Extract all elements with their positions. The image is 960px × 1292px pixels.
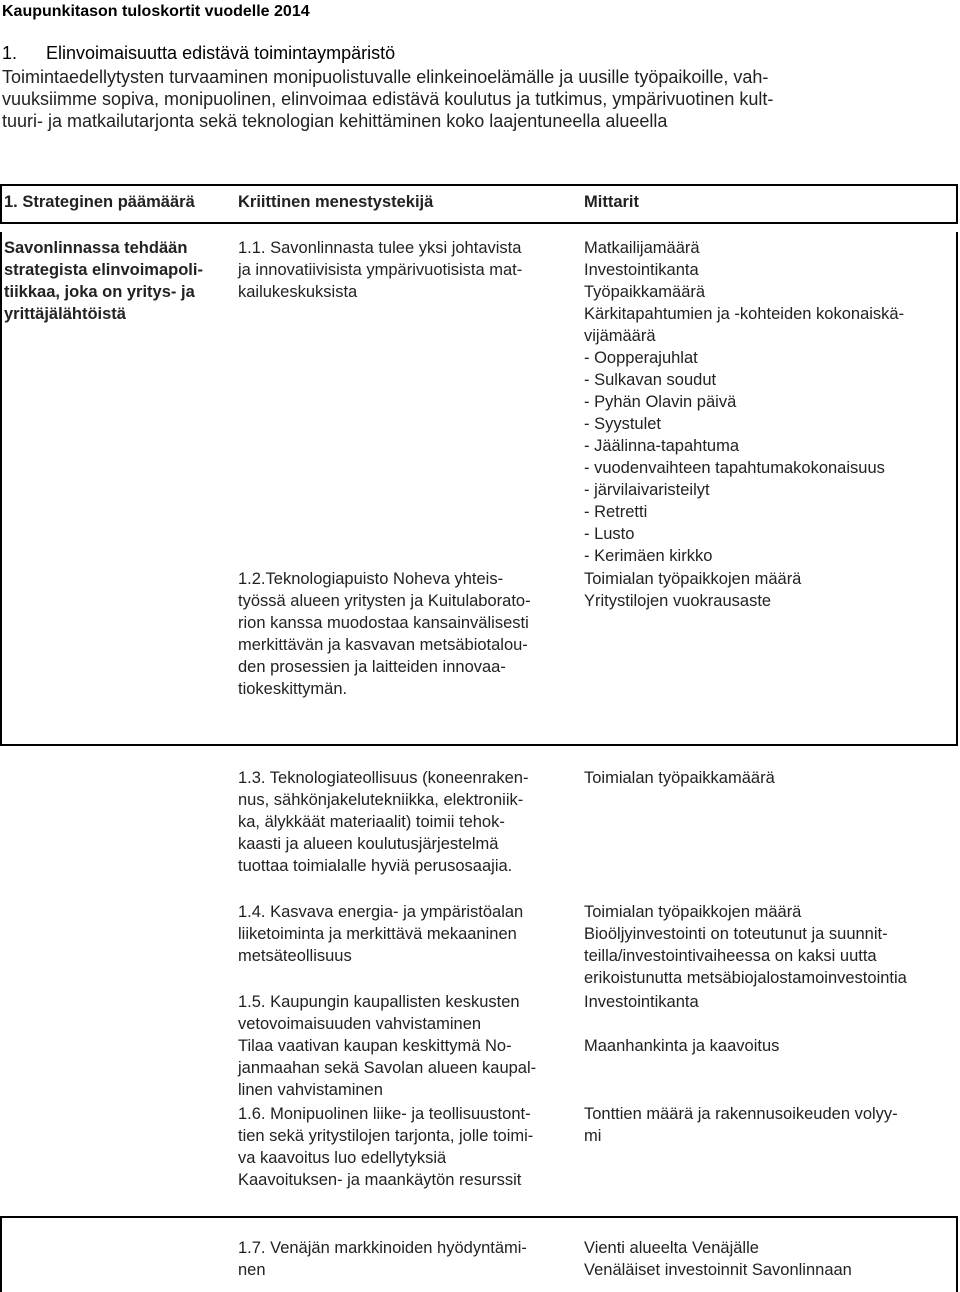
table-border-right: [956, 184, 958, 224]
metrics-1-5-b: Maanhankinta ja kaavoitus: [584, 1037, 780, 1055]
header-strategic-goal: 1. Strateginen päämäärä: [4, 193, 195, 211]
table-border-page1-bottom: [0, 744, 958, 746]
metrics-1-6: Tonttien määrä ja rakennusoikeuden volyy- mi: [584, 1105, 898, 1145]
metrics-1-4: Toimialan työpaikkojen määrä Bioöljyinvestointi on toteutunut ja suunnit- teilla/investointivaiheessa on kaksi uutta erikoistunutta metsäbiojalostamoinvestointia: [584, 903, 907, 987]
metrics-1-1: Matkailijamäärä Investointikanta Työpaikkamäärä Kärkitapahtumien ja -kohteiden kokonaiskä- vijämäärä - Oopperajuhlat - Sulkavan soudut - Pyhän Olavin päivä - Syystulet - Jäälinna-tapahtuma - vuodenvaihteen tapahtumakokonaisuus - järvilaivaristeilyt - Retretti - Lusto - Kerimäen kirkko: [584, 239, 905, 565]
table-border-page2-top: [0, 1216, 958, 1218]
intro-paragraph: [2, 66, 952, 132]
metrics-1-7: Vienti alueelta Venäjälle Venäläiset investoinnit Savonlinnaan: [584, 1239, 852, 1279]
table-border-left: [0, 184, 2, 224]
factor-1-3: 1.3. Teknologiateollisuus (koneenraken- nus, sähkönjakelutekniikka, elektroniik- ka, älykkäät materiaalit) toimii tehok- kaasti ja alueen koulutusjärjestelmä tuottaa toimialalle hyviä perusosaajia.: [238, 769, 529, 875]
factor-1-4: 1.4. Kasvava energia- ja ympäristöalan liiketoiminta ja merkittävä mekaaninen metsäteollisuus: [238, 903, 524, 965]
intro-line: tuuri- ja matkailutarjonta sekä teknologian kehittäminen koko laajentuneella alueella: [2, 111, 668, 131]
factor-1-6: 1.6. Monipuolinen liike- ja teollisuustont- tien sekä yritystilojen tarjonta, jolle toimi- va kaavoitus luo edellytyksiä Kaavoituksen- ja maankäytön resurssit: [238, 1105, 534, 1189]
factor-1-7: 1.7. Venäjän markkinoiden hyödyntämi- nen: [238, 1239, 527, 1279]
factor-1-5: 1.5. Kaupungin kaupallisten keskusten vetovoimaisuuden vahvistaminen Tilaa vaativan kaupan keskittymä No- janmaahan sekä Savolan alueen kaupal- linen vahvistaminen: [238, 993, 537, 1099]
metrics-1-5-a: Investointikanta: [584, 993, 699, 1011]
table-border-header-bottom: [0, 222, 958, 224]
table-border-left: [0, 232, 2, 746]
metrics-1-2: Toimialan työpaikkojen määrä Yritystilojen vuokrausaste: [584, 570, 802, 610]
table-border-right: [956, 232, 958, 746]
factor-1-2: 1.2.Teknologiapuisto Noheva yhteis- työssä alueen yritysten ja Kuitulaborato- rion kanssa muodostaa kansainvälisesti merkittävän ja kasvavan metsäbiotalou- den prosessien ja laitteiden innovaa- tiokeskittymän.: [238, 570, 531, 698]
table-border-left: [0, 1216, 2, 1292]
page-title: Kaupunkitason tuloskortit vuodelle 2014: [2, 3, 310, 20]
table-border-right: [956, 1216, 958, 1292]
header-metrics: Mittarit: [584, 193, 639, 211]
intro-line: Toimintaedellytysten turvaaminen monipuolistuvalle elinkeinoelämälle ja uusille työpaikoille, vah-: [2, 67, 769, 87]
metrics-1-3: Toimialan työpaikkamäärä: [584, 769, 775, 787]
intro-line: vuuksiimme sopiva, monipuolinen, elinvoimaa edistävä koulutus ja tutkimus, ympärivuotinen kult-: [2, 89, 774, 109]
factor-1-1: 1.1. Savonlinnasta tulee yksi johtavista ja innovatiivisista ympärivuotisista mat- kailukeskuksista: [238, 239, 523, 301]
section-title: [2, 42, 395, 64]
header-critical-factor: Kriittinen menestystekijä: [238, 193, 434, 211]
strategic-goal-cell: Savonlinnassa tehdään strategista elinvoimapoli- tiikkaa, joka on yritys- ja yrittäjälähtöistä: [4, 239, 203, 323]
section-title-text: Elinvoimaisuutta edistävä toimintaympäristö: [46, 43, 396, 63]
section-number: 1.: [2, 43, 18, 63]
table-border-top: [0, 184, 958, 186]
